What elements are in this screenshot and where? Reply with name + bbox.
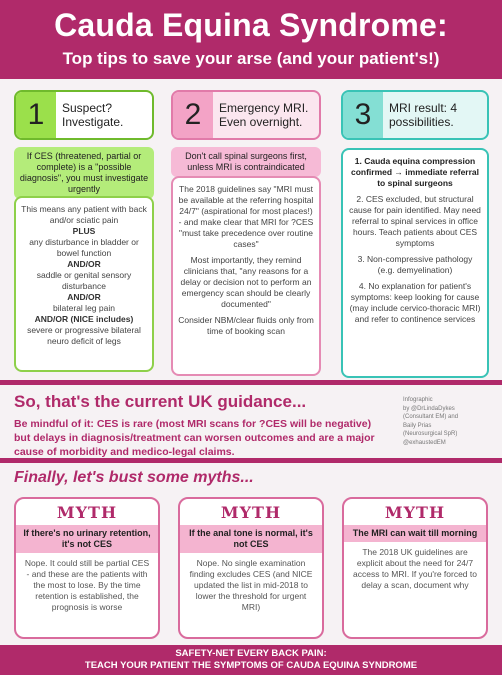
myth-badge: MYTH — [56, 503, 118, 522]
header-banner — [0, 0, 502, 79]
myths-heading: Finally, let's bust some myths... — [14, 469, 254, 486]
myth-card — [14, 497, 160, 639]
guidance-title: So, that's the current UK guidance... — [14, 392, 307, 411]
myth-badge: MYTH — [384, 503, 446, 522]
step-1-label: Suspect? Investigate. — [62, 101, 124, 129]
step-3-label: MRI result: 4 possibilities. — [389, 101, 458, 129]
step-2-details — [171, 176, 321, 376]
credit-line: Baily Prias — [403, 422, 432, 429]
criteria-connector: AND/OR — [67, 259, 101, 269]
step-1-card — [14, 90, 154, 140]
guideline-paragraph: Consider NBM/clear fluids only from time of booking scan — [178, 315, 314, 336]
step-2-label: Emergency MRI. Even overnight. — [219, 101, 309, 129]
footer-line-2: TEACH YOUR PATIENT THE SYMPTOMS OF CAUDA EQUINA SYNDROME — [84, 660, 418, 671]
myth-claim: If the anal tone is normal, it's not CES — [180, 525, 322, 553]
step-3-details — [341, 148, 489, 378]
myth-answer: The 2018 UK guidelines are explicit about the need for 24/7 access to MRI. If you're forced to delay a scan, document why — [353, 547, 477, 590]
criteria-line: bilateral leg pain — [53, 303, 115, 313]
page-title: Cauda Equina Syndrome: — [54, 7, 448, 43]
step-1-details — [14, 196, 154, 372]
criteria-line: severe or progressive bilateral neuro deficit of legs — [27, 325, 141, 346]
step-3-number: 3 — [354, 98, 372, 131]
step-2-card — [171, 90, 321, 140]
footer-banner — [0, 645, 502, 675]
step-2-number: 2 — [184, 98, 202, 131]
step-1-note: If CES (threatened, partial or complete) is a "possible diagnosis", you must investigate urgently — [14, 147, 154, 199]
credit-line: (Neurosurgical SpR) — [403, 431, 458, 437]
credit-line: by @DrLindaDykes — [403, 405, 455, 412]
step-1-number: 1 — [27, 98, 45, 131]
result-item: 4. No explanation for patient's symptoms: keep looking for cause (may include cervico-thoracic MRI) and refer to continence services — [349, 281, 481, 324]
step-2-note: Don't call spinal surgeons first, unless MRI is contraindicated — [171, 147, 321, 177]
criteria-line: This means any patient with back and/or sciatic pain — [21, 204, 147, 225]
credit-line: (Consultant EM) and — [403, 414, 459, 420]
myth-card — [178, 497, 324, 639]
result-item: 3. Non-compressive pathology (e.g. demyelination) — [357, 254, 473, 275]
credit-line: Infographic — [403, 397, 433, 403]
criteria-connector: PLUS — [72, 226, 96, 236]
myth-badge: MYTH — [220, 503, 282, 522]
myth-answer: Nope. No single examination finding excludes CES (and NICE updated the list in mid-2018 to lower the threshold for urgent MRI) — [189, 558, 313, 612]
result-item: 2. CES excluded, but structural cause for pain identified. May need referral to spinal services in office hours. Teach patients about CES symptoms — [349, 194, 481, 248]
myth-answer: Nope. It could still be partial CES - and these are the patients with the most to lose. By the time retention is established, the prognosis is worse — [24, 558, 150, 612]
infographic-credit — [403, 396, 495, 447]
guidance-body: Be mindful of it: CES is rare (most MRI scans for ?CES will be negative) but delays in diagnosis/treatment can worsen outcomes and are a major cause of morbidity and medico-legal claims. — [14, 418, 375, 458]
guideline-paragraph: Most importantly, they remind clinicians that, "any reasons for a delay or decision not to perform an emergency scan should be clearly documented" — [180, 255, 312, 309]
criteria-connector: AND/OR — [67, 292, 101, 302]
section-divider — [0, 458, 502, 463]
credit-line: @exhaustedEM — [403, 439, 446, 446]
guideline-paragraph: The 2018 guidelines say "MRI must be available at the referring hospital 24/7" (aspirational for most places!) - and make clear that MRI for ?CES "must take precedence over routine cases" — [178, 184, 314, 249]
myth-claim: The MRI can wait till morning — [344, 525, 486, 542]
myth-claim: If there's no urinary retention, it's not CES — [16, 525, 158, 553]
myth-card — [342, 497, 488, 639]
step-3-card — [341, 90, 489, 140]
criteria-line: saddle or genital sensory disturbance — [36, 270, 132, 291]
criteria-line: any disturbance in bladder or bowel function — [29, 237, 139, 258]
page-subtitle: Top tips to save your arse (and your patient's!) — [62, 49, 440, 68]
result-item: 1. Cauda equina compression confirmed → immediate referral to spinal surgeons — [350, 156, 479, 188]
section-divider — [0, 380, 502, 385]
criteria-connector: AND/OR (NICE includes) — [34, 314, 134, 324]
footer-line-1: SAFETY-NET EVERY BACK PAIN: — [175, 648, 327, 659]
